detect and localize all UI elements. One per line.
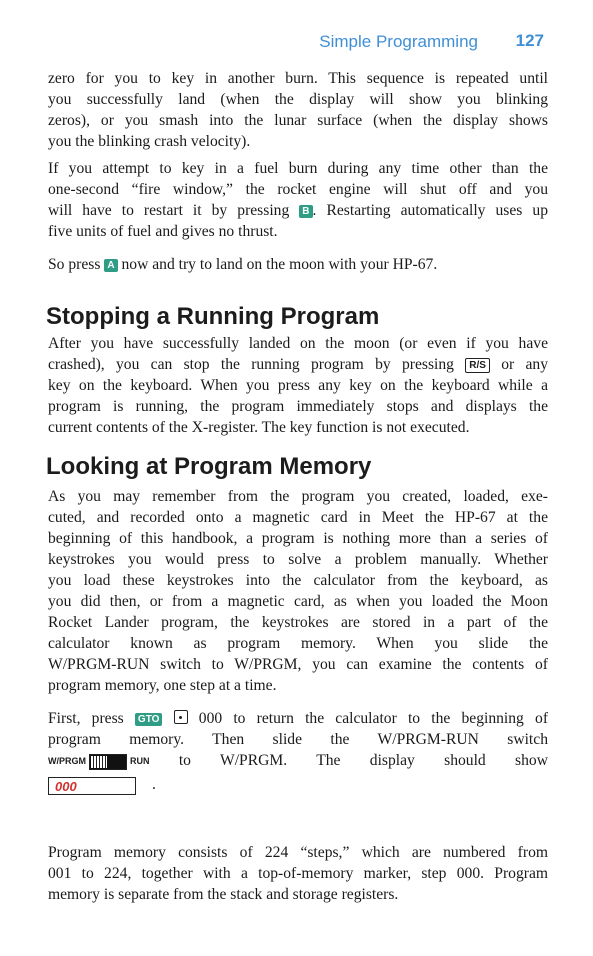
text-line	[48, 200, 548, 221]
paragraph-6	[48, 708, 548, 772]
text-line: beginning of this handbook, a program is nothing more than a series of	[48, 530, 548, 547]
text-line: W/PRGM-RUN switch to W/PRGM, you can examine the contents of	[48, 656, 548, 673]
text-line: five units of fuel and gives no thrust.	[48, 223, 278, 240]
text-fragment: So press	[48, 256, 101, 273]
text-fragment: First, press	[48, 710, 124, 727]
key-gto-icon: GTO	[135, 713, 162, 726]
text-line: current contents of the X-register. The key function is not executed.	[48, 419, 470, 436]
text-line: one-second “fire window,” the rocket engine will shut off and you	[48, 181, 548, 198]
paragraph-4	[48, 333, 548, 438]
text-line: keystrokes you would press to solve a problem manually. Whether	[48, 551, 548, 568]
paragraph-2	[48, 158, 548, 242]
text-fragment: or any	[501, 356, 548, 373]
switch-label-left: W/PRGM	[48, 756, 86, 766]
text-line: Rocket Lander program, the keystrokes are stored in a part of the	[48, 614, 548, 631]
text-line: you did then, or from a magnetic card, as when you loaded the Moon	[48, 593, 548, 610]
switch-label-right: RUN	[130, 756, 150, 766]
text-line: memory is separate from the stack and storage registers.	[48, 886, 399, 903]
text-line: As you may remember from the program you created, loaded, exe-	[48, 488, 548, 505]
sentence-period: .	[152, 776, 156, 793]
paragraph-1	[48, 68, 548, 152]
text-line: After you have successfully landed on the moon (or even if you have	[48, 335, 548, 352]
text-line	[48, 254, 548, 275]
section-title: Simple Programming	[319, 32, 478, 51]
paragraph-5	[48, 486, 548, 696]
text-line: program is running, the program immediately stops and displays the	[48, 398, 548, 415]
text-line: zero for you to key in another burn. This sequence is repeated until	[48, 70, 548, 87]
heading-stopping-program: Stopping a Running Program	[46, 303, 380, 330]
text-fragment: to W/PRGM. The display should show	[178, 752, 548, 769]
text-fragment: crashed), you can stop the running program by pressing	[48, 356, 454, 373]
text-line	[48, 708, 548, 729]
text-fragment: . Restarting automatically uses up	[312, 202, 548, 219]
text-line: program memory. Then slide the W/PRGM-RUN switch	[48, 731, 548, 748]
text-line: cuted, and recorded onto a magnetic card in Meet the HP-67 at the	[48, 509, 548, 526]
key-rs-icon: R/S	[465, 358, 490, 373]
text-line: you successfully land (when the display will show you blinking	[48, 91, 548, 108]
text-line: you the blinking crash velocity).	[48, 133, 251, 150]
calculator-display: 000	[48, 777, 136, 795]
text-fragment: now and try to land on the moon with your HP-67.	[121, 256, 438, 273]
text-fragment: 000 to return the calculator to the beginning of	[198, 710, 548, 727]
switch-track	[89, 754, 127, 770]
text-line: If you attempt to key in a fuel burn during any time other than the	[48, 160, 548, 177]
text-fragment: will have to restart it by pressing	[48, 202, 290, 219]
text-line: key on the keyboard. When you press any key on the keyboard while a	[48, 377, 548, 394]
key-b-icon: B	[299, 205, 312, 218]
text-line: zeros), or you smash into the lunar surface (when the display shows	[48, 112, 548, 129]
heading-program-memory: Looking at Program Memory	[46, 453, 372, 480]
text-line	[48, 750, 548, 772]
page-header	[0, 30, 593, 56]
text-line: program memory, one step at a time.	[48, 677, 277, 694]
wprgm-run-switch-icon	[48, 751, 150, 772]
paragraph-7	[48, 842, 548, 905]
key-a-icon: A	[104, 259, 117, 272]
paragraph-3	[48, 254, 548, 275]
text-line: you load these keystrokes into the calculator from the keyboard, as	[48, 572, 548, 589]
text-line	[48, 354, 548, 375]
text-line: Program memory consists of 224 “steps,” which are numbered from	[48, 844, 548, 861]
text-line: 001 to 224, together with a top-of-memory marker, step 000. Program	[48, 865, 548, 882]
page-number: 127	[515, 31, 544, 50]
text-line: calculator known as program memory. When you slide the	[48, 635, 548, 652]
key-decimal-icon	[174, 710, 188, 724]
